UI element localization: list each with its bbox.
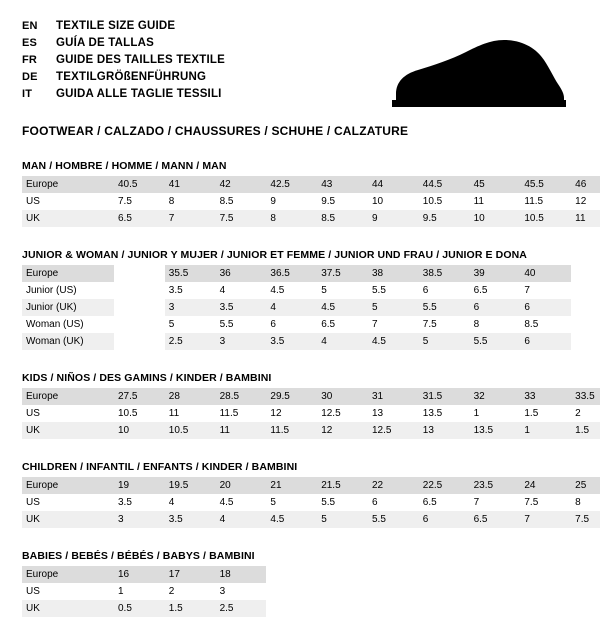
size-cell: 10 (470, 210, 521, 227)
row-label: UK (22, 600, 114, 617)
table-row (22, 210, 600, 227)
size-cell: 8 (168, 196, 175, 207)
size-cell: 24 (520, 477, 571, 494)
size-cell: 22.5 (419, 477, 470, 494)
row-label: UK (22, 422, 114, 439)
size-cell: 6.5 (470, 511, 521, 528)
size-cell: 13.5 (422, 408, 443, 419)
size-cell (419, 600, 470, 617)
footwear-category-title: FOOTWEAR / CALZADO / CHAUSSURES / SCHUHE / CALZATURE (22, 124, 409, 138)
table-row (22, 583, 600, 600)
size-cell: 5 (317, 511, 368, 528)
size-cell: 31 (368, 388, 419, 405)
size-cell: 5.5 (368, 511, 419, 528)
size-cell: 7.5 (422, 319, 437, 330)
size-cell: 35.5 (165, 265, 216, 282)
size-cell: 22 (368, 477, 419, 494)
table-row (22, 388, 600, 405)
size-cell: 3.5 (118, 497, 132, 508)
size-cell: 3.5 (168, 285, 183, 296)
size-cell: 20 (216, 477, 267, 494)
size-cell: 19 (114, 477, 165, 494)
size-cell (571, 282, 600, 299)
size-cell: 36 (216, 265, 267, 282)
size-cell: 2.5 (216, 600, 267, 617)
row-label: Europe (22, 388, 114, 405)
size-cell: 33.5 (571, 388, 600, 405)
size-cell: 13 (371, 408, 384, 419)
size-cell: 8.5 (524, 319, 539, 330)
size-cell: 10.5 (422, 196, 443, 207)
row-label: Woman (UK) (22, 333, 114, 350)
dress-shoe-icon (378, 38, 568, 110)
size-cell (470, 583, 521, 600)
size-cell: 11.5 (524, 196, 544, 207)
size-cell (419, 583, 470, 600)
table-row (22, 477, 600, 494)
row-label: US (26, 497, 40, 508)
size-cell (114, 282, 165, 299)
language-title: TEXTILE SIZE GUIDE (56, 20, 176, 32)
size-cell: 6 (270, 319, 276, 330)
size-cell: 8 (575, 497, 581, 508)
row-label: UK (22, 511, 114, 528)
size-cell: 3 (114, 511, 165, 528)
size-cell (520, 583, 571, 600)
size-cell (571, 316, 600, 333)
size-cell: 5 (270, 497, 276, 508)
table-row (22, 494, 600, 511)
size-cell: 45 (470, 176, 521, 193)
language-title: TEXTILGRÖßENFÜHRUNG (56, 71, 207, 83)
table-row (22, 193, 600, 210)
section-title: JUNIOR & WOMAN / JUNIOR Y MUJER / JUNIOR ET FEMME / JUNIOR UND FRAU / JUNIOR E DONA (22, 249, 527, 261)
size-cell: 13 (419, 422, 470, 439)
size-cell: 39 (470, 265, 521, 282)
size-cell: 44.5 (419, 176, 470, 193)
size-cell: 11 (216, 422, 267, 439)
size-cell: 6 (422, 285, 429, 296)
size-cell (571, 265, 600, 282)
size-cell: 23.5 (470, 477, 521, 494)
language-row (22, 18, 578, 35)
row-label: Europe (22, 176, 114, 193)
size-cell: 10 (114, 422, 165, 439)
row-label: UK (22, 210, 114, 227)
size-cell (368, 566, 419, 583)
size-cell (520, 600, 571, 617)
language-title: GUIDA ALLE TAGLIE TESSILI (56, 88, 222, 100)
section-title: CHILDREN / INFANTIL / ENFANTS / KINDER / BAMBINI (22, 461, 298, 473)
size-cell: 8.5 (317, 210, 368, 227)
size-cell: 4 (219, 285, 226, 296)
size-cell: 9 (368, 210, 419, 227)
size-cell: 17 (165, 566, 216, 583)
size-cell: 28.5 (216, 388, 267, 405)
size-cell: 2 (575, 408, 581, 419)
section-title: BABIES / BEBÉS / BÉBÉS / BABYS / BAMBINI (22, 550, 255, 562)
size-cell: 30 (317, 388, 368, 405)
size-cell (470, 566, 521, 583)
size-cell (571, 333, 600, 350)
language-code: DE (22, 71, 38, 83)
size-cell: 38 (368, 265, 419, 282)
size-cell: 5.5 (321, 497, 336, 508)
size-cell: 4.5 (266, 511, 317, 528)
size-cell: 10.5 (520, 210, 571, 227)
size-cell: 1 (520, 422, 571, 439)
size-cell: 8 (473, 319, 480, 330)
size-cell (419, 566, 470, 583)
table-row (22, 422, 600, 439)
size-cell: 12 (575, 196, 587, 207)
size-cell: 21 (266, 477, 317, 494)
language-code: FR (22, 54, 38, 66)
size-cell: 5.5 (371, 285, 386, 296)
size-table (22, 477, 600, 528)
size-cell: 10.5 (165, 422, 216, 439)
size-cell: 6 (520, 299, 571, 316)
size-cell: 3.5 (165, 511, 216, 528)
size-cell: 11 (473, 196, 484, 207)
size-cell: 11.5 (219, 408, 239, 419)
size-table (22, 265, 600, 350)
size-cell (368, 600, 419, 617)
size-cell: 2.5 (165, 333, 216, 350)
row-label: US (26, 408, 40, 419)
size-cell: 42.5 (266, 176, 317, 193)
size-cell (520, 566, 571, 583)
size-cell: 8 (266, 210, 317, 227)
size-section (22, 550, 578, 617)
size-cell: 40.5 (114, 176, 165, 193)
size-cell: 29.5 (266, 388, 317, 405)
size-cell (368, 583, 419, 600)
size-cell (317, 566, 368, 583)
size-cell: 7.5 (571, 511, 600, 528)
size-cell: 12 (317, 422, 368, 439)
size-cell: 37.5 (317, 265, 368, 282)
size-cell (114, 265, 165, 282)
table-row (22, 176, 600, 193)
size-table (22, 388, 600, 439)
size-cell: 43 (317, 176, 368, 193)
size-cell: 6 (520, 333, 571, 350)
size-cell: 2 (168, 586, 175, 597)
size-cell (571, 299, 600, 316)
size-section (22, 249, 578, 350)
size-cell (317, 600, 368, 617)
size-cell: 33 (520, 388, 571, 405)
table-row (22, 333, 600, 350)
size-cell: 8.5 (219, 196, 234, 207)
size-cell (114, 316, 165, 333)
size-cell: 7.5 (216, 210, 267, 227)
size-cell: 4 (216, 511, 267, 528)
table-row (22, 299, 600, 316)
size-cell: 5 (321, 285, 327, 296)
size-section (22, 160, 587, 227)
size-cell (266, 600, 317, 617)
row-label: Europe (22, 477, 114, 494)
size-cell: 7.5 (118, 196, 132, 207)
size-cell: 4 (266, 299, 317, 316)
language-code: EN (22, 20, 38, 32)
size-cell: 1.5 (165, 600, 216, 617)
size-cell: 38.5 (419, 265, 470, 282)
size-cell: 11 (168, 408, 180, 419)
size-cell (317, 583, 368, 600)
size-table (22, 176, 600, 227)
row-label: Woman (US) (26, 319, 84, 330)
size-cell: 6.5 (321, 319, 336, 330)
size-cell: 36.5 (266, 265, 317, 282)
size-cell: 4.5 (270, 285, 285, 296)
row-label: Europe (22, 566, 114, 583)
table-row (22, 511, 600, 528)
size-cell: 6 (371, 497, 378, 508)
size-cell: 6.5 (473, 285, 488, 296)
size-cell: 7.5 (524, 497, 539, 508)
size-cell: 18 (216, 566, 267, 583)
section-title: MAN / HOMBRE / HOMME / MANN / MAN (22, 160, 227, 172)
size-cell: 12.5 (321, 408, 341, 419)
size-cell: 10 (371, 196, 384, 207)
size-cell: 5 (419, 333, 470, 350)
size-cell (266, 583, 317, 600)
table-row (22, 265, 600, 282)
size-cell: 5 (168, 319, 175, 330)
size-cell: 7 (165, 210, 216, 227)
size-cell: 3 (216, 333, 267, 350)
size-cell: 1.5 (524, 408, 539, 419)
size-cell: 4.5 (219, 497, 234, 508)
size-cell (571, 566, 600, 583)
size-cell: 45.5 (520, 176, 571, 193)
size-cell: 5.5 (470, 333, 521, 350)
size-cell: 5.5 (219, 319, 234, 330)
size-cell: 3 (165, 299, 216, 316)
size-cell: 4 (317, 333, 368, 350)
size-cell: 12.5 (368, 422, 419, 439)
size-cell: 6.5 (114, 210, 165, 227)
row-label: Junior (US) (26, 285, 77, 296)
size-cell: 9 (270, 196, 276, 207)
size-cell: 46 (571, 176, 600, 193)
language-code: IT (22, 88, 33, 100)
size-cell: 4.5 (317, 299, 368, 316)
size-cell: 0.5 (114, 600, 165, 617)
size-cell: 6.5 (422, 497, 437, 508)
size-cell: 4.5 (368, 333, 419, 350)
table-row (22, 316, 600, 333)
size-cell: 5 (368, 299, 419, 316)
size-cell: 11 (571, 210, 600, 227)
size-cell: 40 (520, 265, 571, 282)
size-cell: 4 (168, 497, 175, 508)
row-label: US (26, 196, 40, 207)
size-cell (114, 299, 165, 316)
table-row (22, 282, 600, 299)
size-cell: 25 (571, 477, 600, 494)
size-cell: 5.5 (419, 299, 470, 316)
size-cell: 19.5 (165, 477, 216, 494)
size-cell (571, 600, 600, 617)
language-title: GUIDE DES TAILLES TEXTILE (56, 54, 225, 66)
size-cell: 12 (270, 408, 282, 419)
size-cell: 32 (470, 388, 521, 405)
size-section (22, 372, 595, 439)
size-cell: 9.5 (419, 210, 470, 227)
size-cell: 31.5 (419, 388, 470, 405)
section-title: KIDS / NIÑOS / DES GAMINS / KINDER / BAMBINI (22, 372, 272, 384)
size-cell: 1 (118, 586, 124, 597)
language-title: GUÍA DE TALLAS (56, 37, 154, 49)
language-code: ES (22, 37, 38, 49)
size-cell: 21.5 (317, 477, 368, 494)
table-row (22, 405, 600, 422)
size-cell: 1 (473, 408, 480, 419)
row-label: Europe (22, 265, 114, 282)
size-cell (571, 583, 600, 600)
size-table (22, 566, 600, 617)
size-cell: 9.5 (321, 196, 336, 207)
size-cell: 13.5 (470, 422, 521, 439)
document-header (22, 18, 578, 110)
table-row (22, 566, 600, 583)
size-cell: 3.5 (266, 333, 317, 350)
size-cell (470, 600, 521, 617)
size-cell: 1.5 (571, 422, 600, 439)
size-cell: 6 (419, 511, 470, 528)
size-cell: 16 (114, 566, 165, 583)
size-cell: 7 (520, 511, 571, 528)
size-cell: 7 (473, 497, 480, 508)
size-cell: 7 (524, 285, 530, 296)
size-cell (114, 333, 165, 350)
size-section (22, 461, 590, 528)
row-label: Junior (UK) (22, 299, 114, 316)
size-cell: 11.5 (266, 422, 317, 439)
size-cell (266, 566, 317, 583)
size-cell: 28 (165, 388, 216, 405)
size-cell: 27.5 (114, 388, 165, 405)
size-cell: 10.5 (118, 408, 138, 419)
size-cell: 41 (165, 176, 216, 193)
table-row (22, 600, 600, 617)
size-cell: 42 (216, 176, 267, 193)
size-cell: 3 (219, 586, 226, 597)
size-cell: 6 (470, 299, 521, 316)
row-label: US (26, 586, 40, 597)
size-sections (22, 160, 595, 617)
size-cell: 7 (371, 319, 378, 330)
size-cell: 3.5 (216, 299, 267, 316)
size-cell: 44 (368, 176, 419, 193)
